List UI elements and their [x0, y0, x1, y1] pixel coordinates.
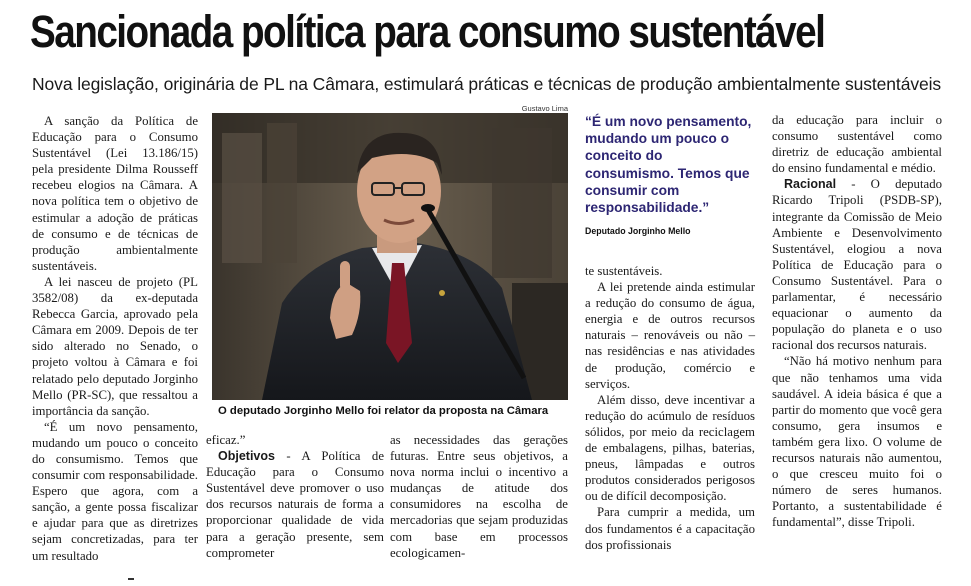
photo-caption: O deputado Jorginho Mello foi relator da proposta na Câmara — [218, 405, 549, 417]
pull-quote — [585, 113, 755, 236]
paragraph: da educação para incluir o consumo sustentável como diretriz de educação ambiental do ensino fundamental e médio. — [772, 113, 942, 176]
paragraph: A sanção da Política de Educação para o Consumo Sustentável (Lei 13.186/15) pela presidente Dilma Rousseff recebeu elogios na Câmara. A nova política tem o objetivo de estimular a adoção de práticas de consumo e de técnicas de produção ambientalmente sustentáveis. — [32, 114, 198, 273]
paragraph: “Não há motivo nenhum para que não tenhamos uma vida saudável. A ideia básica é que a partir do momento que você gera consumo, gera insumos e também gera lixo. O volume de recursos naturais não aumentou, o que cresceu muito foi o número de seres humanos. Portanto, a sustentabilidade é fundamental”, disse Tripoli. — [772, 354, 942, 530]
paragraph-text: - O deputado Ricardo Tripoli (PSDB-SP), integrante da Comissão de Meio Ambiente e Desenvolvimento Sustentável, elogiou a nova Política de Educação para o Consumo Sustentável. Para o parlamentar, é necessário equacionar o aumento da população do planeta e o uso racional dos recursos naturais. — [772, 177, 942, 353]
paragraph: A lei pretende ainda estimular a redução do consumo de água, energia e de outros recursos naturais – renováveis ou não – nas residências e nas atividades de produção, comércio e serviços. — [585, 280, 755, 391]
article-photo — [212, 113, 568, 400]
article-column-3 — [390, 432, 568, 561]
paragraph: eficaz.” — [206, 433, 246, 447]
paragraph: A lei nasceu de projeto (PL 3582/08) da ex-deputada Rebecca Garcia, aprovado pela Câmara em 2009. Depois de ter sido alterado no Senado, o projeto voltou à Câmara e foi relatado pelo deputado Jorginho Mello (PR-SC), que ressaltou a importância da sanção. — [32, 274, 198, 418]
paragraph — [206, 448, 384, 561]
paragraph: Para cumprir a medida, um dos fundamentos é a capacitação dos profissionais — [585, 505, 755, 552]
subheadline: Nova legislação, originária de PL na Câmara, estimulará práticas e técnicas de produção ambientalmente sustentáveis — [32, 74, 942, 94]
pull-quote-author: Deputado Jorginho Mello — [585, 226, 691, 237]
paragraph: “É um novo pensamento, mudando um pouco o conceito do consumismo. Temos que consumir com responsabilidade. Espero que agora, com a sanção, a gente possa fiscalizar e ajudar para que as diretrizes sejam concretizadas, para ter um resultado — [32, 419, 198, 563]
paragraph-text: - A Política de Educação para o Consumo Sustentável deve promover o uso dos recursos naturais de forma a proporcionar qualidade de vida para a geração presente, sem comprometer — [206, 449, 384, 560]
section-lead: Racional — [784, 177, 837, 192]
article-column-1 — [32, 113, 198, 564]
photo-credit: Gustavo Lima — [521, 104, 568, 113]
paragraph — [772, 176, 942, 353]
paragraph: te sustentáveis. — [585, 264, 663, 278]
paragraph: Além disso, deve incentivar a redução do acúmulo de resíduos sólidos, por meio da reciclagem de embalagens, pilhas, baterias, pneus, lâmpadas e outros produtos considerados perigosos ou de difícil decomposição. — [585, 392, 755, 504]
page-mark — [128, 578, 134, 580]
article-column-5 — [772, 112, 942, 530]
headline: Sancionada política para consumo sustentável — [30, 6, 825, 57]
article-column-2 — [206, 432, 384, 561]
pull-quote-text: “É um novo pensamento, mudando um pouco o conceito do consumismo. Temos que consumir com responsabilidade.” — [585, 114, 752, 216]
section-lead: Objetivos — [218, 449, 275, 464]
paragraph: as necessidades das gerações futuras. Entre seus objetivos, a nova norma inclui o incentivo a mudanças de atitude dos consumidores na escolha de mercadorias que sejam produzidas com base em processos ecologicamen- — [390, 433, 568, 560]
article-column-4 — [585, 263, 755, 553]
